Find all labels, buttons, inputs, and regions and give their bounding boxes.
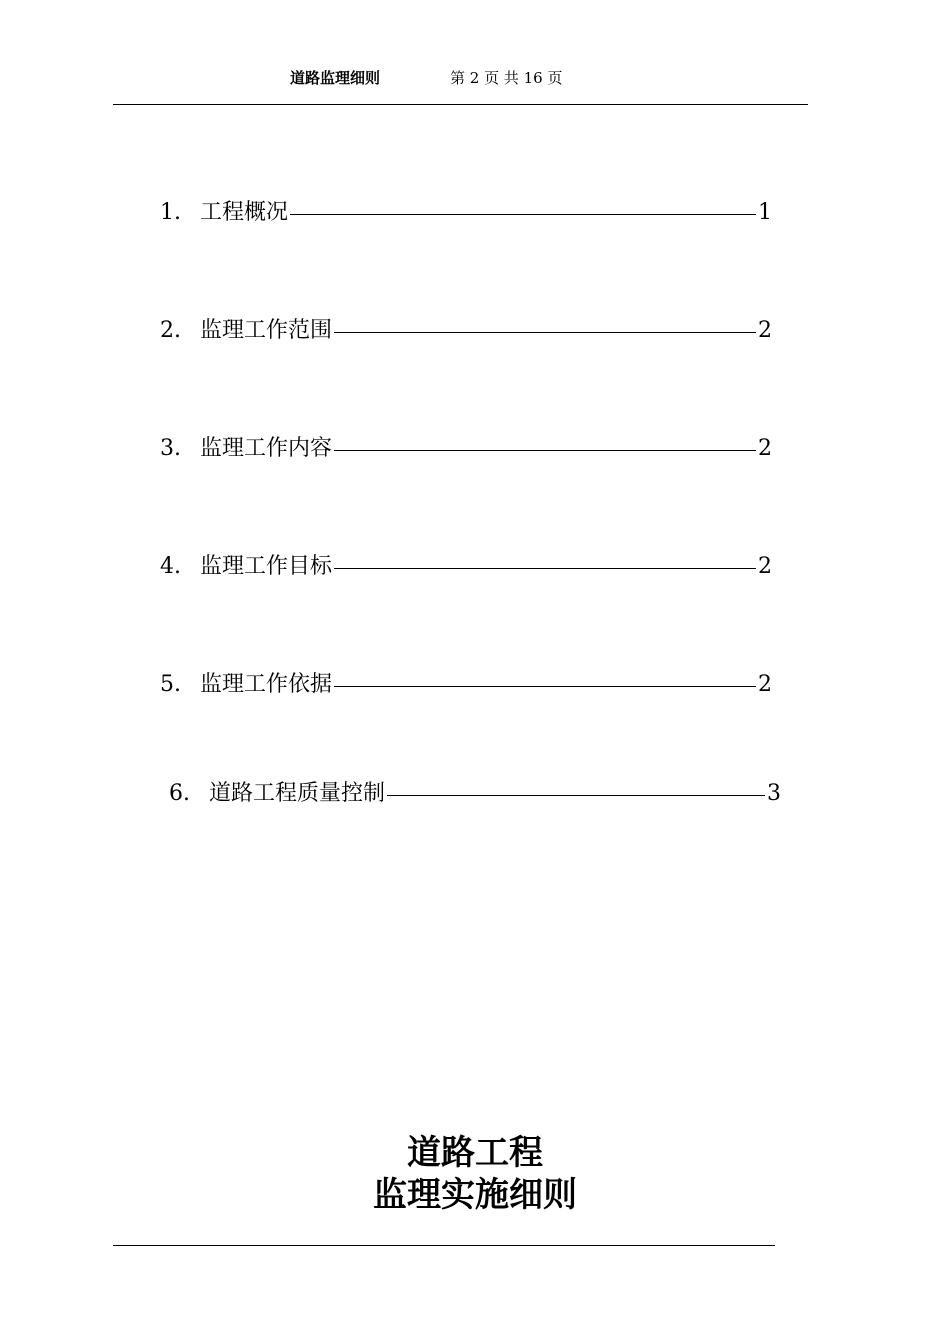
toc-leader-line (290, 214, 756, 215)
toc-leader-line (334, 568, 756, 569)
toc-entry-page: 2 (758, 318, 772, 343)
toc-entry (160, 552, 772, 582)
toc-entry-number: 5. (160, 672, 181, 697)
footer-divider (113, 1245, 775, 1246)
toc-entry (160, 198, 772, 228)
toc-entry-page: 2 (758, 672, 772, 697)
document-title-line-2: 监理实施细则 (373, 1175, 577, 1215)
toc-entry-number: 2. (160, 318, 181, 343)
toc-entry-page: 2 (758, 554, 772, 579)
toc-entry-label: 道路工程质量控制 (209, 781, 386, 806)
toc-entry-label: 监理工作依据 (200, 672, 333, 697)
toc-leader-line (334, 450, 756, 451)
document-title-line-1: 道路工程 (407, 1133, 543, 1173)
toc-entry-number: 3. (160, 436, 181, 461)
toc-entry-page: 2 (758, 436, 772, 461)
header-page-info: 第 2 页 共 16 页 (450, 69, 563, 87)
toc-entry-page: 3 (767, 781, 781, 806)
header-divider (113, 104, 808, 105)
toc-entry (160, 316, 772, 346)
toc-leader-line (387, 795, 765, 796)
toc-entry (160, 670, 772, 700)
toc-entry (160, 434, 772, 464)
toc-leader-line (334, 686, 756, 687)
toc-entry-label: 工程概况 (200, 200, 289, 225)
toc-leader-line (334, 332, 756, 333)
header-title: 道路监理细则 (290, 69, 381, 87)
toc-entry-label: 监理工作目标 (200, 554, 333, 579)
toc-entry-label: 监理工作内容 (200, 436, 333, 461)
toc-entry-page: 1 (758, 200, 772, 225)
toc-entry-label: 监理工作范围 (200, 318, 333, 343)
toc-entry-number: 6. (169, 781, 190, 806)
toc-entry (169, 779, 781, 809)
toc-entry-number: 4. (160, 554, 181, 579)
toc-entry-number: 1. (160, 200, 181, 225)
